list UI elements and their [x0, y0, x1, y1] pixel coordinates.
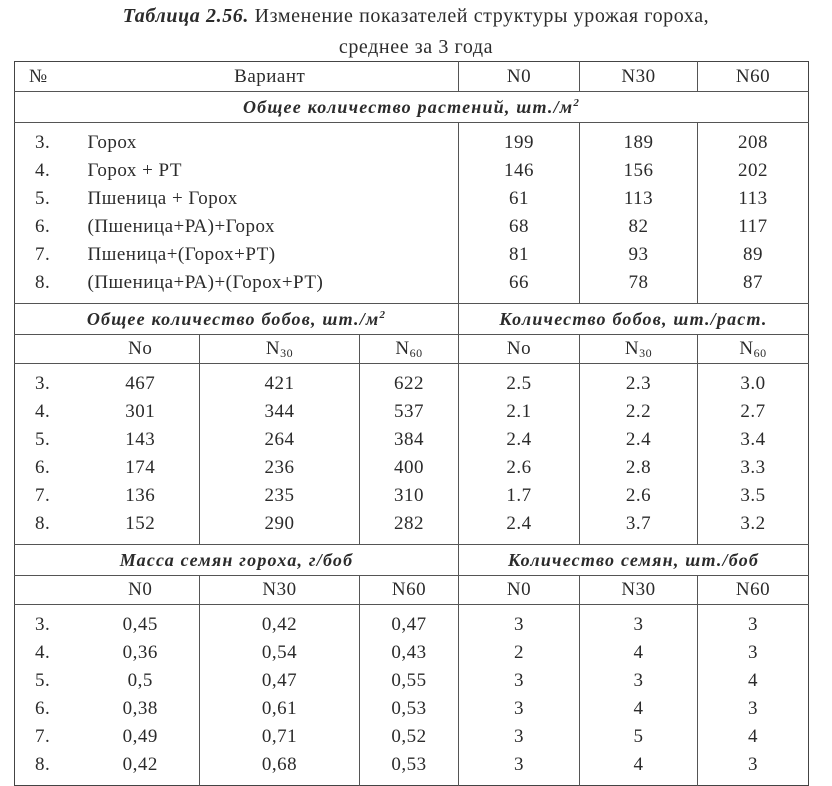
- table-cell: 0,38: [82, 695, 200, 723]
- table-cell: 2.4: [459, 510, 580, 545]
- section-pods-total-title: Общее количество бобов, $шт./м^2$: [15, 304, 459, 335]
- table-cell: 3: [459, 605, 580, 640]
- table-cell: 7.: [35, 244, 51, 265]
- table-cell: 117: [738, 216, 768, 237]
- section-pods-subheader-row: [15, 335, 809, 364]
- table-cell: 0,68: [200, 751, 360, 786]
- header-n0: N0: [459, 62, 580, 92]
- table-cell: 68: [459, 213, 580, 241]
- table-row: [15, 751, 809, 786]
- table-cell: 113: [580, 185, 698, 213]
- table-cell: Горох + РТ: [82, 157, 459, 185]
- table-cell: 3.5: [740, 485, 766, 506]
- table-cell: 0,61: [200, 695, 360, 723]
- table-cell: 6.: [35, 457, 51, 478]
- table-row: [15, 426, 809, 454]
- header-variant: Вариант: [82, 62, 459, 92]
- table-cell: 3.4: [740, 429, 766, 450]
- table-row: [15, 639, 809, 667]
- table-header-row: [15, 62, 809, 92]
- table-cell: 0,42: [82, 751, 200, 786]
- table-cell: 5: [580, 723, 698, 751]
- table-cell: 0,45: [82, 605, 200, 640]
- table-cell: 189: [580, 123, 698, 158]
- table-cell: 467: [82, 364, 200, 399]
- table-cell: 0,42: [200, 605, 360, 640]
- section-pods-per-plant-title: Количество бобов, шт./раст.: [459, 304, 809, 335]
- table-cell: 3.: [35, 614, 51, 635]
- table-cell: 344: [200, 398, 360, 426]
- table-cell: 156: [580, 157, 698, 185]
- table-cell: 7.: [35, 726, 51, 747]
- table-cell: 199: [459, 123, 580, 158]
- table-cell: (Пшеница+РА)+Горох: [82, 213, 459, 241]
- table-cell: 301: [82, 398, 200, 426]
- table-cell: 2.2: [580, 398, 698, 426]
- table-cell: 4: [580, 695, 698, 723]
- table-cell: 3: [748, 754, 759, 775]
- table-cell: 0,55: [360, 667, 459, 695]
- table-cell: 0,36: [82, 639, 200, 667]
- table-cell: 3: [580, 667, 698, 695]
- table-row: [15, 454, 809, 482]
- table-caption-line-2: [0, 36, 832, 58]
- table-cell: 87: [743, 272, 764, 293]
- table-cell: 66: [459, 269, 580, 304]
- table-cell: 0,43: [360, 639, 459, 667]
- table-cell: 0,53: [360, 695, 459, 723]
- table-cell: $N_{30}$: [580, 335, 698, 364]
- table-cell: 0,54: [200, 639, 360, 667]
- table-cell: 93: [580, 241, 698, 269]
- table-cell: 0,49: [82, 723, 200, 751]
- table-row: [15, 695, 809, 723]
- table-cell: 310: [360, 482, 459, 510]
- table-cell: 282: [360, 510, 459, 545]
- table-cell: N60: [360, 576, 459, 605]
- table-cell: 174: [82, 454, 200, 482]
- table-cell: 3.3: [740, 457, 766, 478]
- table-cell: 3: [580, 605, 698, 640]
- table-cell: 290: [200, 510, 360, 545]
- table-row: [15, 157, 809, 185]
- section-plants-title: Общее количество растений, $шт./м^2$: [15, 92, 809, 123]
- table-cell: 3: [459, 667, 580, 695]
- crop-structure-table: [14, 61, 809, 786]
- table-cell: 0,47: [360, 605, 459, 640]
- table-cell: 89: [743, 244, 764, 265]
- table-row: [15, 364, 809, 399]
- table-cell: 3.0: [740, 373, 766, 394]
- table-cell: 2: [459, 639, 580, 667]
- table-subtitle: среднее за 3 года: [338, 36, 494, 58]
- table-row: [15, 723, 809, 751]
- table-cell: 208: [738, 132, 769, 153]
- table-row: [15, 185, 809, 213]
- table-cell: 136: [82, 482, 200, 510]
- table-cell: [15, 576, 82, 605]
- table-cell: 7.: [35, 485, 51, 506]
- table-cell: 2.3: [580, 364, 698, 399]
- table-cell: 6.: [35, 698, 51, 719]
- table-cell: 2.4: [580, 426, 698, 454]
- table-cell: 537: [360, 398, 459, 426]
- table-cell: 8.: [35, 513, 51, 534]
- table-cell: 2.4: [459, 426, 580, 454]
- table-cell: 81: [459, 241, 580, 269]
- table-cell: 2.1: [459, 398, 580, 426]
- table-cell: 1.7: [459, 482, 580, 510]
- table-cell: 0,52: [360, 723, 459, 751]
- table-row: [15, 667, 809, 695]
- table-cell: 3: [748, 614, 759, 635]
- table-row: [15, 482, 809, 510]
- table-row: [15, 213, 809, 241]
- table-cell: 8.: [35, 754, 51, 775]
- table-cell: 6.: [35, 216, 51, 237]
- table-cell: 4.: [35, 642, 51, 663]
- table-cell: 146: [459, 157, 580, 185]
- table-cell: 82: [580, 213, 698, 241]
- table-cell: 264: [200, 426, 360, 454]
- table-cell: 4.: [35, 160, 51, 181]
- table-cell: 152: [82, 510, 200, 545]
- table-cell: 3: [459, 723, 580, 751]
- table-cell: 4.: [35, 401, 51, 422]
- table-row: [15, 123, 809, 158]
- table-cell: 78: [580, 269, 698, 304]
- table-cell: 8.: [35, 272, 51, 293]
- table-cell: 0,47: [200, 667, 360, 695]
- table-row: [15, 269, 809, 304]
- table-cell: 384: [360, 426, 459, 454]
- table-cell: N0: [459, 576, 580, 605]
- table-cell: 236: [200, 454, 360, 482]
- table-title: Изменение показателей структуры урожая гороха,: [254, 5, 710, 27]
- table-cell: 3.7: [580, 510, 698, 545]
- table-cell: 113: [738, 188, 768, 209]
- table-cell: No: [459, 335, 580, 364]
- table-cell: $N_{60}$: [698, 335, 809, 364]
- table-cell: 3: [748, 698, 759, 719]
- table-cell: N30: [580, 576, 698, 605]
- table-cell: 421: [200, 364, 360, 399]
- header-n60: N60: [735, 65, 771, 87]
- table-cell: $N_{60}$: [360, 335, 459, 364]
- table-cell: Пшеница + Горох: [82, 185, 459, 213]
- table-cell: No: [82, 335, 200, 364]
- section-seed-count-title: Количество семян, шт./боб: [459, 545, 809, 576]
- table-cell: 202: [738, 160, 769, 181]
- table-cell: 2.6: [580, 482, 698, 510]
- table-cell: [15, 335, 82, 364]
- section-seeds-subheader-row: [15, 576, 809, 605]
- table-cell: N60: [698, 576, 809, 605]
- table-cell: N30: [200, 576, 360, 605]
- table-cell: 5.: [35, 670, 51, 691]
- table-cell: 0,5: [82, 667, 200, 695]
- table-cell: Горох: [82, 123, 459, 158]
- table-cell: 400: [360, 454, 459, 482]
- table-cell: 61: [459, 185, 580, 213]
- section-pods-title-row: [15, 304, 809, 335]
- table-cell: 2.8: [580, 454, 698, 482]
- table-cell: 4: [748, 726, 759, 747]
- table-cell: 3: [459, 695, 580, 723]
- header-num: №: [29, 65, 48, 87]
- table-cell: 3.: [35, 132, 51, 153]
- table-cell: Пшеница+(Горох+РТ): [82, 241, 459, 269]
- table-cell: 3.: [35, 373, 51, 394]
- table-cell: N0: [82, 576, 200, 605]
- table-cell: 4: [580, 751, 698, 786]
- table-cell: 2.6: [459, 454, 580, 482]
- table-row: [15, 510, 809, 545]
- section-seed-mass-title: Масса семян гороха, г/боб: [15, 545, 459, 576]
- table-cell: 0,53: [360, 751, 459, 786]
- table-cell: 143: [82, 426, 200, 454]
- table-row: [15, 605, 809, 640]
- table-cell: 235: [200, 482, 360, 510]
- table-cell: $N_{30}$: [200, 335, 360, 364]
- header-n30: N30: [580, 62, 698, 92]
- table-label: Таблица 2.56.: [122, 5, 249, 27]
- table-cell: 3.2: [740, 513, 766, 534]
- table-cell: 3: [459, 751, 580, 786]
- table-cell: 2.5: [459, 364, 580, 399]
- table-cell: (Пшеница+РА)+(Горох+РТ): [82, 269, 459, 304]
- table-caption-line-1: [0, 5, 832, 27]
- section-plants-title-row: [15, 92, 809, 123]
- table-cell: 4: [580, 639, 698, 667]
- table-cell: 622: [360, 364, 459, 399]
- table-row: [15, 398, 809, 426]
- table-cell: 5.: [35, 429, 51, 450]
- table-cell: 5.: [35, 188, 51, 209]
- section-seeds-title-row: [15, 545, 809, 576]
- table-cell: 2.7: [740, 401, 766, 422]
- table-cell: 4: [748, 670, 759, 691]
- table-cell: 3: [748, 642, 759, 663]
- table-row: [15, 241, 809, 269]
- table-cell: 0,71: [200, 723, 360, 751]
